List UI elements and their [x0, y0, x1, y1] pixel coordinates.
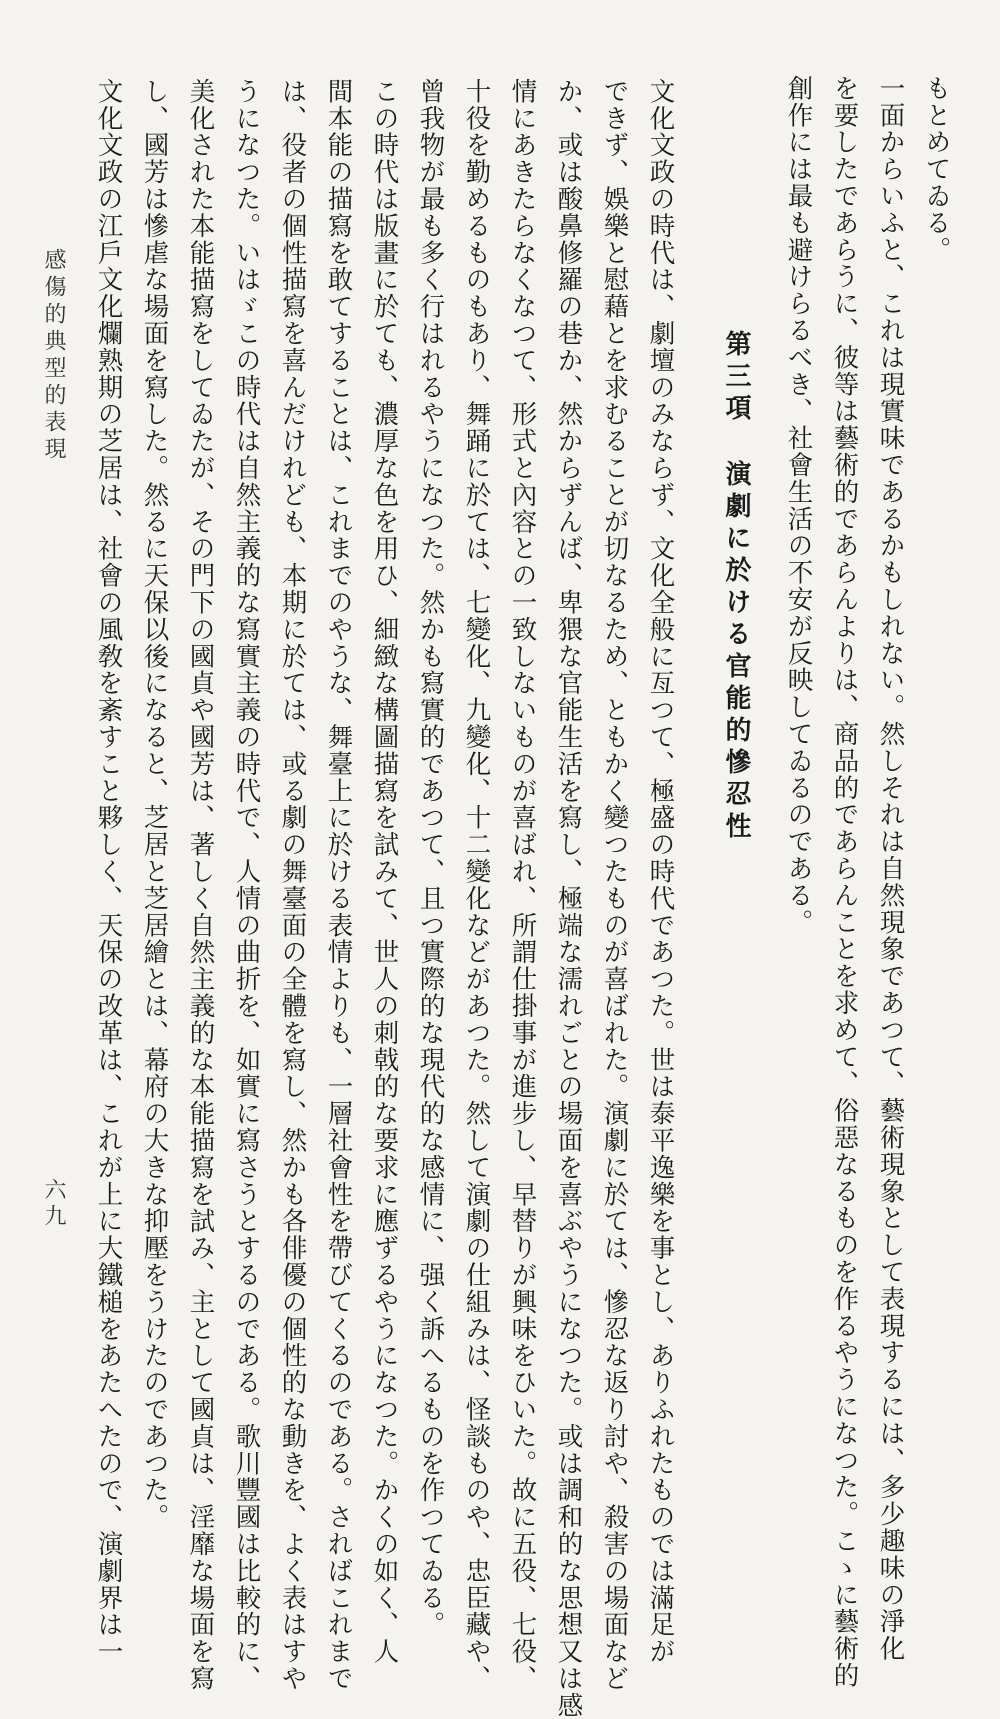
text-line: 創作には最も避けらるべき、社會生活の不安が反映してゐるのである。 — [783, 75, 814, 936]
text-line: うになつた。いはゞこの時代は自然主義的な寫實主義の時代で、人情の曲折を、如實に寫さうとするのである。歌川豐國は比較的に、 — [231, 78, 262, 1692]
text-line: この時代は版畫に於ても、濃厚な色を用ひ、細緻な構圖描寫を試みて、世人の刺戟的な要求に應ずるやうになつた。かくの如く、人 — [369, 78, 400, 1666]
text-line: 一面からいふと、これは現實味であるかもしれない。然しそれは自然現象であつて、藝術現象として表現するには、多少趣味の淨化 — [875, 75, 906, 1663]
text-line: 曾我物が最も多く行はれるやうになつた。然かも寫實的であつて、且つ實際的な現代的な感情に、强く訴へるものを作つてゐる。 — [415, 78, 446, 1639]
section-title: 演劇に於ける官能的慘忍性 — [721, 460, 751, 844]
text-line: し、國芳は慘虐な場面を寫した。然るに天保以後になると、芝居と芝居繪とは、幕府の大きな抑壓をうけたのであつた。 — [139, 78, 170, 1531]
text-line: を要したであらうに、彼等は藝術的であらんよりは、商品的であらんことを求めて、俗惡なるものを作るやうになつた。こゝに藝術的 — [829, 75, 860, 1689]
text-line: 情にあきたらなくなつて、形式と內容との一致しないものが喜ばれ、所謂仕掛事が進步し、早替りが興味をひいた。故に五役、七役、 — [507, 78, 538, 1692]
text-line: 文化文政の時代は、劇壇のみならず、文化全般に亙つて、極盛の時代であつた。世は泰平逸樂を事とし、ありふれたものでは滿足が — [645, 78, 676, 1666]
text-line: は、役者の個性描寫を喜んだけれども、本期に於ては、或る劇の舞臺面の全體を寫し、然かも各俳優の個性的な動きを、よく表はすや — [277, 78, 308, 1692]
text-line: 十役を勤めるものもあり、舞踊に於ては、七變化、九變化、十二變化などがあつた。然して演劇の仕組みは、怪談ものや、忠臣藏や、 — [461, 78, 492, 1692]
section-number: 第三項 — [721, 330, 751, 426]
running-head: 感傷的典型的表現 — [41, 248, 66, 464]
page-number: 六九 — [41, 1178, 66, 1230]
text-line: できず、娛樂と慰藉とを求むることが切なるため、ともかく變つたものが喜ばれた。演劇に於ては、慘忍な返り討や、殺害の場面など — [599, 78, 630, 1692]
text-line: 美化された本能描寫をしてゐたが、その門下の國貞や國芳は、著しく自然主義的な本能描寫を試み、主として國貞は、淫靡な場面を寫 — [185, 78, 216, 1692]
section-heading — [718, 330, 755, 844]
text-line: もとめてゐる。 — [921, 75, 952, 264]
text-line: か、或は酸鼻修羅の巷か、然からずんば、卑猥な官能生活を寫し、極端な濡れごとの場面を喜ぶやうになつた。或は調和的な思想又は感 — [553, 78, 584, 1719]
text-line: 間本能の描寫を敢てすることは、これまでのやうな、舞臺上に於ける表情よりも、一層社會性を帶びてくるのである。さればこれまで — [323, 78, 354, 1692]
text-line: 文化文政の江戶文化爛熟期の芝居は、社會の風敎を紊すこと夥しく、天保の改革は、これが上に大鐵槌をあたへたので、演劇界は一 — [93, 78, 124, 1666]
